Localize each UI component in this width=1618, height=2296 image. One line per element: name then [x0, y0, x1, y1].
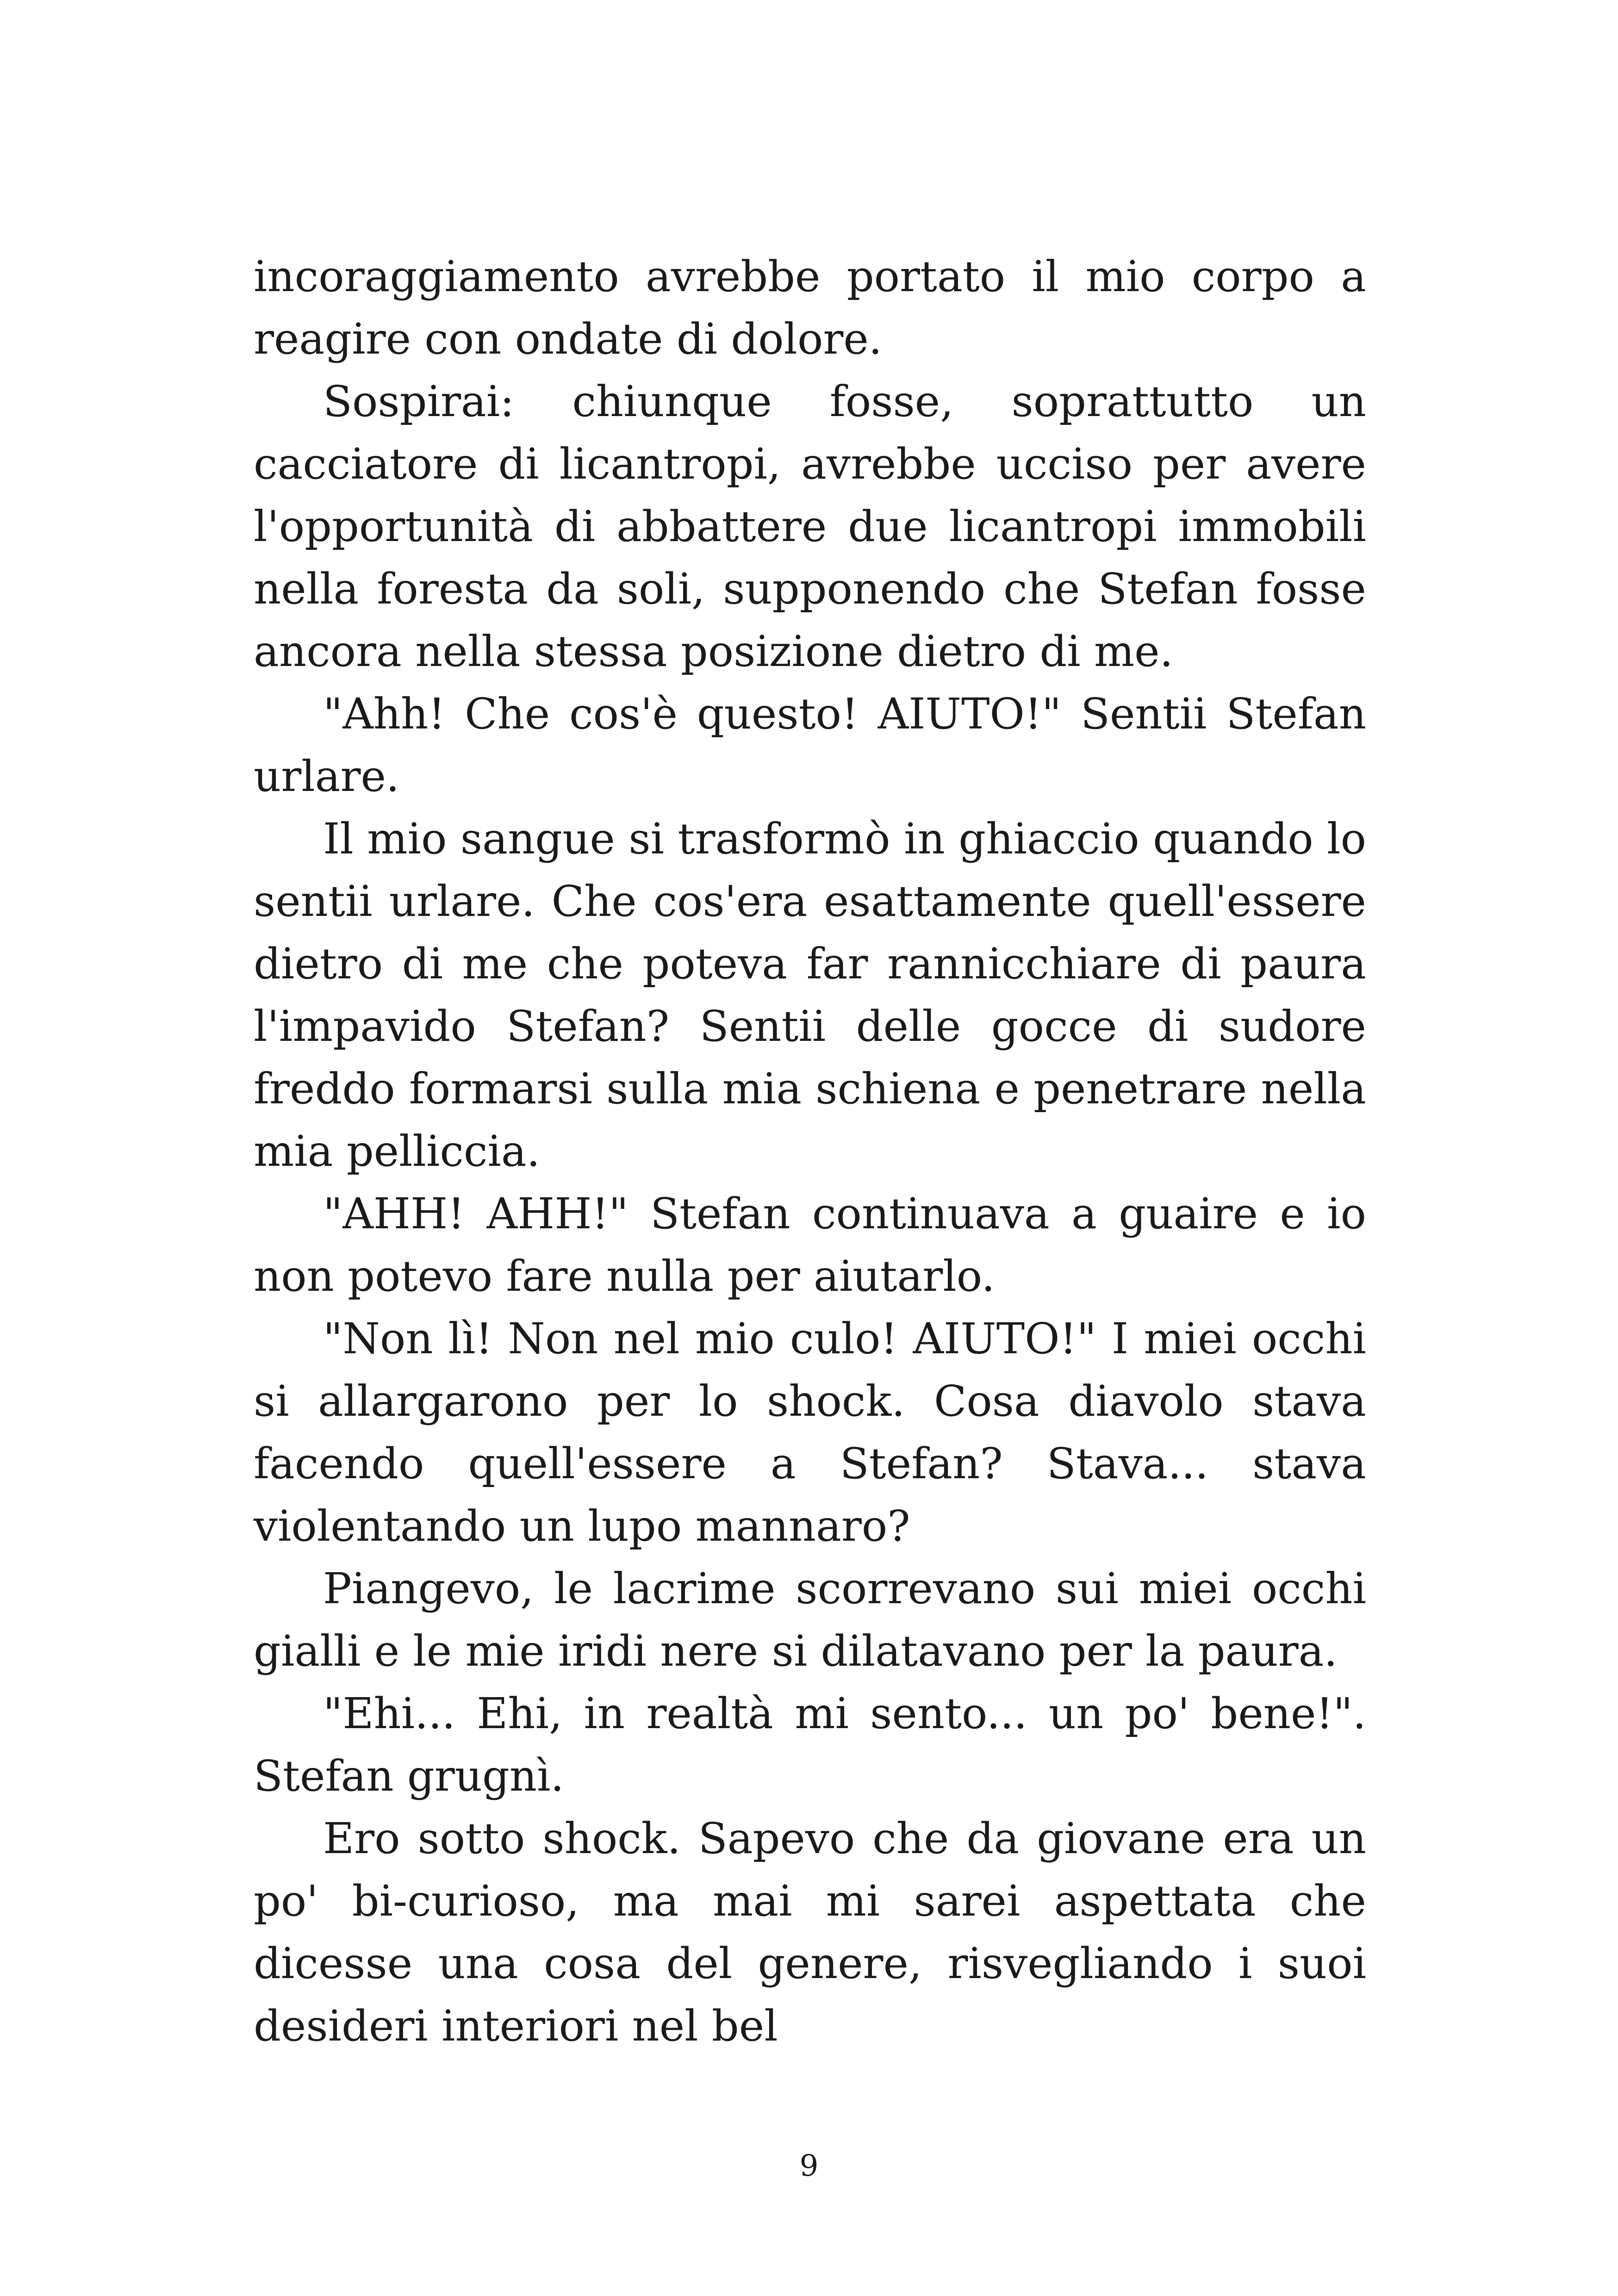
- page-number: 9: [799, 2149, 819, 2183]
- paragraph: Ero sotto shock. Sapevo che da giovane era un po' bi-curioso, ma mai mi sarei aspettata che dicesse una cosa del genere, risvegliando i suoi desideri interiori nel bel: [254, 1814, 1366, 2051]
- body-text: [254, 245, 1366, 2057]
- paragraph: "Ahh! Che cos'è questo! AIUTO!" Sentii Stefan urlare.: [254, 689, 1366, 801]
- paragraph: "Ehi... Ehi, in realtà mi sento... un po' bene!". Stefan grugnì.: [254, 1689, 1366, 1801]
- paragraph: Sospirai: chiunque fosse, soprattutto un cacciatore di licantropi, avrebbe ucciso per avere l'opportunità di abbattere due licantropi immobili nella foresta da soli, supponendo che Stefan fosse ancora nella stessa posizione dietro di me.: [254, 377, 1366, 676]
- paragraph: incoraggiamento avrebbe portato il mio corpo a reagire con ondate di dolore.: [254, 252, 1366, 364]
- paragraph: "AHH! AHH!" Stefan continuava a guaire e io non potevo fare nulla per aiutarlo.: [254, 1189, 1366, 1301]
- paragraph: Piangevo, le lacrime scorrevano sui miei occhi gialli e le mie iridi nere si dilatavano per la paura.: [254, 1564, 1366, 1676]
- paragraph: "Non lì! Non nel mio culo! AIUTO!" I miei occhi si allargarono per lo shock. Cosa diavolo stava facendo quell'essere a Stefan? Stava... stava violentando un lupo mannaro?: [254, 1314, 1366, 1551]
- paragraph: Il mio sangue si trasformò in ghiaccio quando lo sentii urlare. Che cos'era esattamente quell'essere dietro di me che poteva far rannicchiare di paura l'impavido Stefan? Sentii delle gocce di sudore freddo formarsi sulla mia schiena e penetrare nella mia pelliccia.: [254, 814, 1366, 1176]
